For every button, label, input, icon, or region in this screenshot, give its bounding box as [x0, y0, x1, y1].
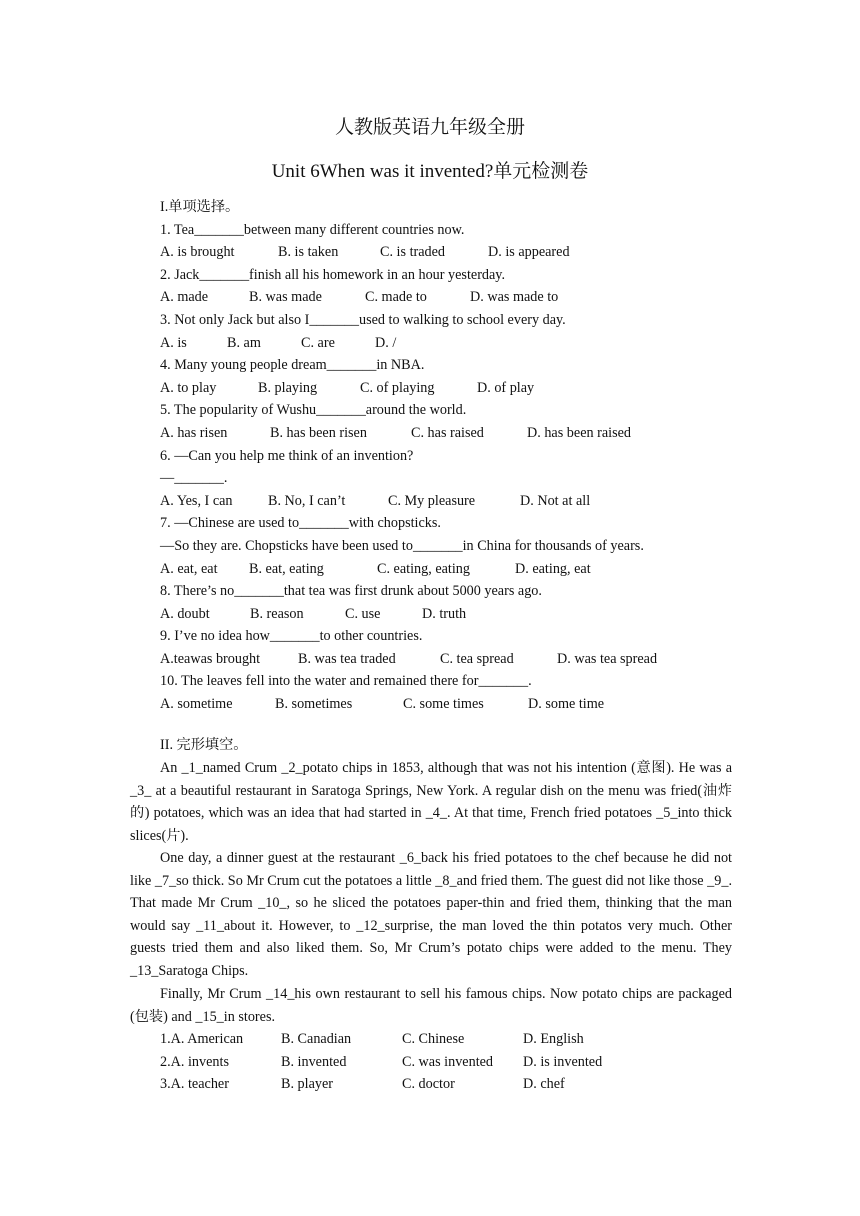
- option: A. has risen: [160, 424, 228, 441]
- question-stem-reply: —_______.: [160, 470, 228, 487]
- option: C. of playing: [360, 379, 435, 396]
- option: B. No, I can’t: [268, 492, 346, 509]
- option: C. some times: [403, 696, 484, 713]
- cloze-paragraph: An _1_named Crum _2_potato chips in 1853, although that was not his intention (意图). He was a _3_ at a beautiful restaurant in Saratoga Springs, New York. A regular dish on the menu was fried(油炸的) potatoes, which was an idea that had started in _4_. At that time, French fried potatoes _5_into thick slices(片).: [130, 760, 732, 844]
- option: B. sometimes: [275, 696, 353, 713]
- question-options: [160, 693, 760, 716]
- document-title: 人教版英语九年级全册: [334, 117, 525, 138]
- option: C. eating, eating: [377, 560, 470, 577]
- question-options: [160, 332, 760, 355]
- question-stem: 8. There’s no_______that tea was first drunk about 5000 years ago.: [160, 583, 542, 600]
- option: D. of play: [477, 379, 535, 396]
- option: C. was invented: [402, 1053, 494, 1070]
- question-options: [160, 422, 760, 445]
- section-heading-cloze: II. 完形填空。: [160, 737, 248, 753]
- option: C. are: [301, 334, 335, 351]
- cloze-option-row: [160, 1028, 644, 1051]
- option: B. playing: [258, 379, 318, 396]
- option: C. is traded: [380, 244, 446, 261]
- question-stem: 9. I’ve no idea how_______to other countries.: [160, 628, 423, 645]
- option: C. My pleasure: [388, 492, 476, 509]
- question-stem: 4. Many young people dream_______in NBA.: [160, 357, 425, 374]
- option: D. truth: [422, 605, 467, 622]
- question-stem: 2. Jack_______finish all his homework in an hour yesterday.: [160, 266, 506, 283]
- option: C. doctor: [402, 1076, 455, 1093]
- question-stem: 10. The leaves fell into the water and remained there for_______.: [160, 673, 532, 690]
- option: A. eat, eat: [160, 560, 218, 577]
- option: A. to play: [160, 379, 217, 396]
- option: C. Chinese: [402, 1031, 465, 1047]
- option: C. has raised: [411, 424, 484, 441]
- document-subtitle: Unit 6When was it invented?单元检测卷: [271, 161, 589, 182]
- question-stem: 5. The popularity of Wushu_______around the world.: [160, 402, 467, 419]
- option: B. was tea traded: [298, 650, 396, 667]
- cloze-option-row: [160, 1051, 644, 1074]
- option: D. chef: [523, 1076, 565, 1093]
- option: 2.A. invents: [160, 1053, 229, 1070]
- question-stem-reply: —So they are. Chopsticks have been used to_______in China for thousands of years.: [160, 537, 644, 554]
- option: D. is appeared: [488, 244, 570, 261]
- cloze-paragraph: Finally, Mr Crum _14_his own restaurant to sell his famous chips. Now potato chips are packaged (包装) and _15_in stores.: [130, 986, 732, 1025]
- option: B. is taken: [278, 244, 339, 261]
- option: C. tea spread: [440, 650, 514, 667]
- option: B. player: [281, 1076, 334, 1093]
- option: D. some time: [528, 696, 605, 713]
- question-stem: 3. Not only Jack but also I_______used to walking to school every day.: [160, 311, 566, 328]
- option: D. is invented: [523, 1053, 603, 1070]
- question-stem: 6. —Can you help me think of an invention?: [160, 447, 414, 464]
- option: B. eat, eating: [249, 560, 324, 577]
- option: A. is brought: [160, 244, 235, 261]
- cloze-paragraph: One day, a dinner guest at the restaurant _6_back his fried potatoes to the chef because he did not like _7_so thick. So Mr Crum cut the potatoes a little _8_and fried them. The guest did not like those _9_. That made Mr Crum _10_, so he sliced the potatoes paper-thin and fried them, thinking that the man would say _11_about it. However, to _12_surprise, the man loved the thin potatos very much. Other guests tried them and also liked them. So, Mr Crum’s potato chips were added to the menu. They _13_Saratoga Chips.: [130, 850, 732, 979]
- option: A. Yes, I can: [160, 492, 233, 509]
- question-options: [160, 286, 760, 309]
- question-options: [160, 377, 760, 400]
- option: 3.A. teacher: [160, 1076, 229, 1093]
- option: C. made to: [365, 289, 427, 306]
- option: B. reason: [250, 605, 304, 622]
- question-options: [160, 558, 760, 581]
- question-stem: 7. —Chinese are used to_______with chopsticks.: [160, 515, 441, 532]
- option: B. was made: [249, 289, 322, 306]
- option: D. /: [375, 334, 397, 351]
- option: D. was tea spread: [557, 650, 658, 667]
- section-single-choice: [160, 196, 760, 716]
- question-options: [160, 490, 760, 513]
- option: D. was made to: [470, 289, 559, 306]
- question-stem: 1. Tea_______between many different countries now.: [160, 221, 465, 238]
- option: D. Not at all: [520, 492, 591, 509]
- option: C. use: [345, 605, 381, 622]
- option: D. has been raised: [527, 424, 632, 441]
- section-heading: I.单项选择。: [160, 199, 240, 215]
- option: A. sometime: [160, 696, 233, 713]
- option: A. is: [160, 334, 187, 351]
- question-options: [160, 648, 760, 671]
- question-options: [160, 603, 760, 626]
- option: D. eating, eat: [515, 560, 591, 577]
- cloze-option-row: [160, 1073, 644, 1096]
- cloze-options: [160, 1028, 644, 1096]
- option: B. am: [227, 334, 261, 351]
- option: A. made: [160, 289, 209, 306]
- option: 1.A. American: [160, 1031, 244, 1047]
- option: B. invented: [281, 1053, 347, 1070]
- option: D. English: [523, 1031, 584, 1047]
- question-options: [160, 241, 760, 264]
- option: B. has been risen: [270, 424, 367, 441]
- option: A.teawas brought: [160, 650, 261, 667]
- option: A. doubt: [160, 605, 210, 622]
- option: B. Canadian: [281, 1031, 352, 1047]
